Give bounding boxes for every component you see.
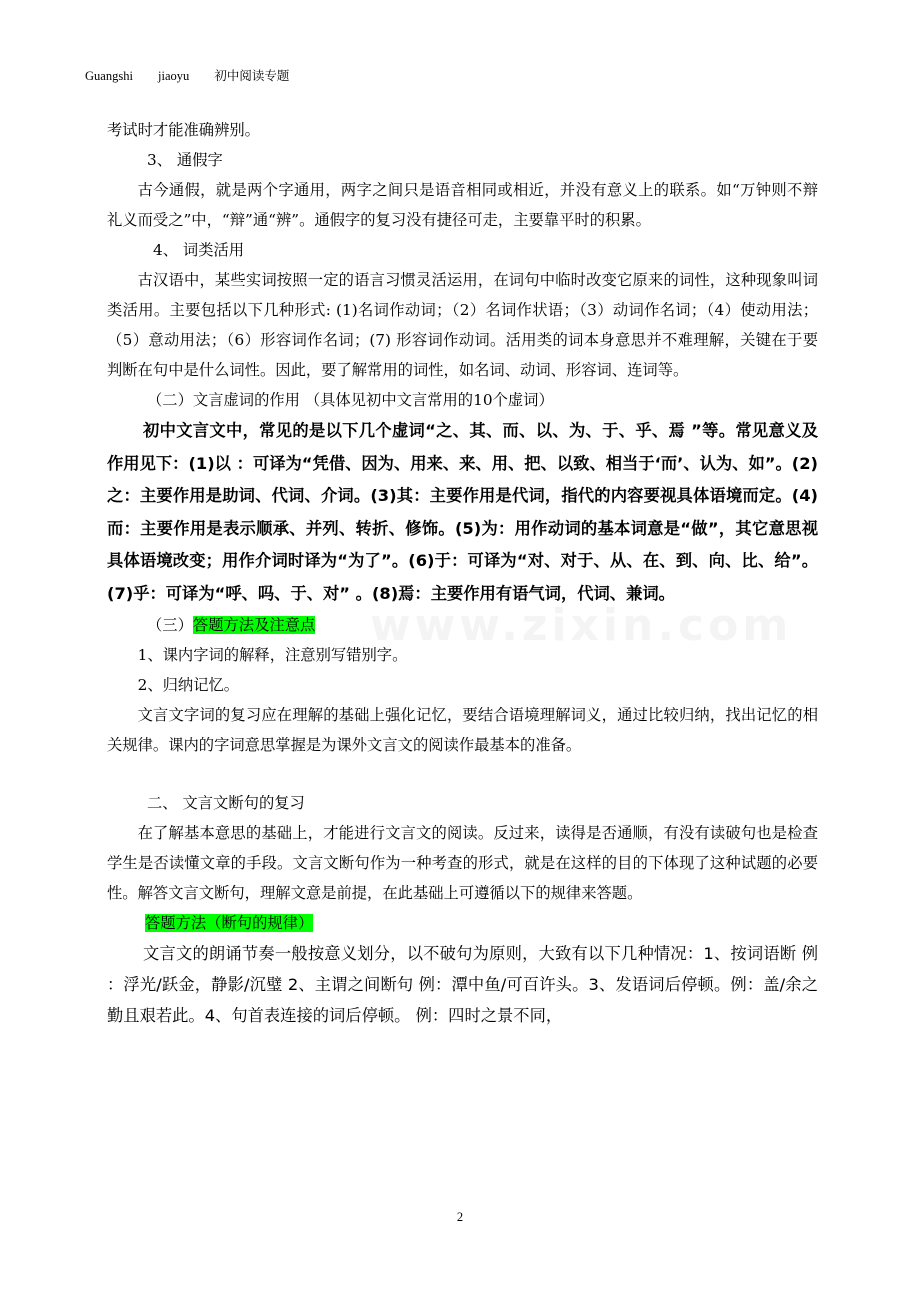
highlighted-heading: 答题方法及注意点	[192, 616, 316, 634]
spacer	[107, 760, 818, 788]
heading-prefix: （三）	[147, 616, 193, 634]
section-heading-rules	[107, 908, 818, 938]
section-heading-duanju: 二、 文言文断句的复习	[147, 794, 305, 812]
watermark: www.zixin.com	[370, 600, 793, 651]
paragraph: 古今通假，就是两个字通用，两字之间只是语音相同或相近，并没有意义上的联系。如“万钟则不辩礼义而受之”中，“辩”通“辨”。通假字的复习没有捷径可走，主要靠平时的积累。	[107, 181, 818, 229]
page-number: 2	[456, 1210, 464, 1224]
section-heading-xuci: （二）文言虚词的作用 （具体见初中文言常用的10个虚词）	[147, 391, 554, 409]
list-item: 1、课内字词的解释，注意别写错别字。	[137, 646, 408, 664]
section-heading-method	[107, 610, 818, 640]
section-heading-cilei: 4、 词类活用	[153, 241, 245, 259]
list-item: 2、归纳记忆。	[137, 676, 240, 694]
paragraph: 古汉语中，某些实词按照一定的语言习惯灵活运用，在词句中临时改变它原来的词性，这种现象叫词类活用。主要包括以下几种形式: (1)名词作动词；（2）名词作状语；（3）动词作名词；（4）使动用法；（5）意动用法；（6）形容词作名词；(7) 形容词作动词。活用类的词本身意思并不难理解，关键在于要判断在句中是什么词性。因此，要了解常用的词性，如名词、动词、形容词、连词等。	[107, 271, 818, 379]
page-header	[85, 66, 311, 84]
document-body	[107, 115, 818, 1031]
header-text-2: jiaoyu	[158, 69, 190, 83]
paragraph: 考试时才能准确辨别。	[107, 121, 260, 139]
section-heading-tongjiazi: 3、 通假字	[147, 151, 223, 169]
header-title: 初中阅读专题	[214, 69, 290, 83]
paragraph-bold: 初中文言文中，常见的是以下几个虚词“之、其、而、以、为、于、乎、焉 ”等。常见意义及作用见下：(1)以 ：可译为“凭借、因为、用来、来、用、把、以致、相当于‘而’、认为、如”。(2)之：主要作用是助词、代词、介词。(3)其：主要作用是代词，指代的内容要视具体语境而定。(4)而：主要作用是表示顺承、并列、转折、修饰。(5)为：用作动词的基本词意是“做”，其它意思视具体语境改变；用作介词时译为“为了”。(6)于：可译为“对、对于、从、在、到、向、比、给”。(7)乎：可译为“呼、吗、于、对” 。(8)焉：主要作用有语气词，代词、兼词。	[107, 421, 818, 603]
paragraph: 文言文字词的复习应在理解的基础上强化记忆，要结合语境理解词义，通过比较归纳，找出记忆的相关规律。课内的字词意思掌握是为课外文言文的阅读作最基本的准备。	[107, 706, 818, 754]
paragraph: 文言文的朗诵节奏一般按意义划分，以不破句为原则，大致有以下几种情况：1、按词语断 例 ：浮光/跃金，静影/沉璧 2、主谓之间断句 例：潭中鱼/可百许头。3、发语词后停顿。例：盖/余之勤且艰若此。4、句首表连接的词后停顿。 例：四时之景不同，	[107, 944, 818, 1025]
header-text-1: Guangshi	[85, 69, 133, 83]
highlighted-heading: 答题方法（断句的规律）	[145, 914, 314, 932]
paragraph: 在了解基本意思的基础上，才能进行文言文的阅读。反过来，读得是否通顺，有没有读破句也是检查学生是否读懂文章的手段。文言文断句作为一种考查的形式，就是在这样的目的下体现了这种试题的必要性。解答文言文断句，理解文意是前提，在此基础上可遵循以下的规律来答题。	[107, 824, 818, 902]
